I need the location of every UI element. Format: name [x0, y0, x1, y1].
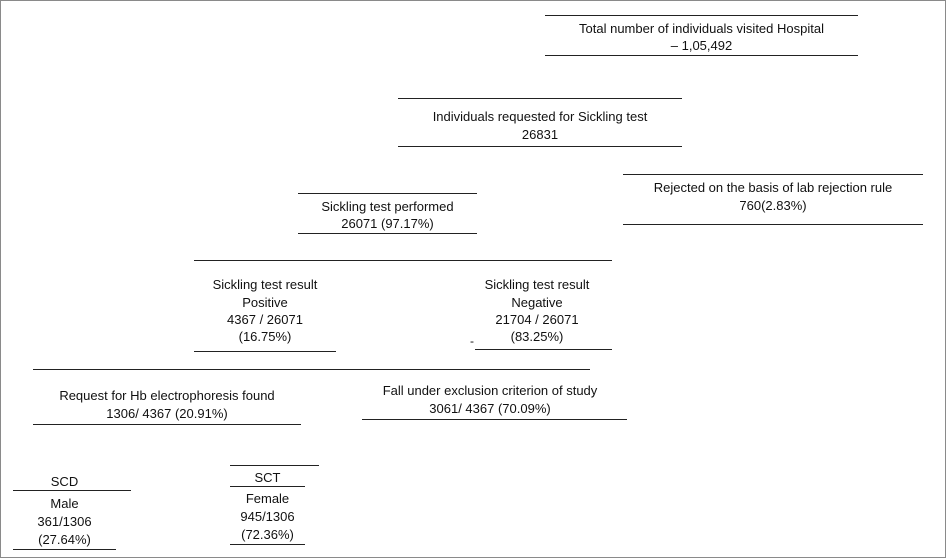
lower-top-rule	[33, 369, 590, 370]
rule-top	[230, 465, 319, 466]
positive-percent: (16.75%)	[238, 329, 292, 344]
negative-result: Negative	[511, 295, 563, 310]
rule-mid	[230, 486, 305, 487]
sct-sex: Female	[245, 491, 290, 506]
scd-count: 361/1306	[37, 514, 92, 529]
rejected-value: 760(2.83%)	[739, 198, 807, 213]
rule-bottom	[623, 224, 923, 225]
scd-sex: Male	[50, 496, 79, 511]
rule-top	[398, 98, 682, 99]
scd-label: SCD	[50, 474, 79, 489]
sct-percent: (72.36%)	[241, 527, 294, 542]
positive-count: 4367 / 26071	[227, 312, 303, 327]
performed-value: 26071 (97.17%)	[341, 216, 434, 231]
sct-count: 945/1306	[240, 509, 295, 524]
performed-label: Sickling test performed	[321, 199, 454, 214]
rule-bottom	[545, 55, 858, 56]
scd-percent: (27.64%)	[38, 532, 91, 547]
rule-top	[298, 193, 477, 194]
total-value: – 1,05,492	[670, 38, 733, 53]
rule-bottom	[13, 549, 116, 550]
exclusion-label: Fall under exclusion criterion of study	[382, 383, 598, 398]
rule-bottom	[33, 424, 301, 425]
negative-count: 21704 / 26071	[495, 312, 579, 327]
total-label: Total number of individuals visited Hospital	[579, 21, 824, 36]
electrophoresis-label: Request for Hb electrophoresis found	[59, 388, 275, 403]
rejected-label: Rejected on the basis of lab rejection rule	[653, 180, 893, 195]
rule-bottom	[298, 233, 477, 234]
rule-top	[545, 15, 858, 16]
negative-dash-mark: -	[470, 334, 474, 348]
rule-bottom	[194, 351, 336, 352]
exclusion-value: 3061/ 4367 (70.09%)	[429, 401, 551, 416]
rule-bottom	[230, 544, 305, 545]
negative-percent: (83.25%)	[510, 329, 564, 344]
electrophoresis-value: 1306/ 4367 (20.91%)	[106, 406, 228, 421]
positive-label: Sickling test result	[212, 277, 318, 292]
requested-value: 26831	[521, 127, 559, 142]
results-top-rule	[194, 260, 612, 261]
sct-label: SCT	[254, 470, 281, 485]
positive-result: Positive	[242, 295, 288, 310]
requested-label: Individuals requested for Sickling test	[432, 109, 648, 124]
rule-top	[623, 174, 923, 175]
rule-bottom	[398, 146, 682, 147]
negative-label: Sickling test result	[484, 277, 590, 292]
rule-bottom	[475, 349, 612, 350]
rule-bottom	[362, 419, 627, 420]
rule-mid	[13, 490, 131, 491]
